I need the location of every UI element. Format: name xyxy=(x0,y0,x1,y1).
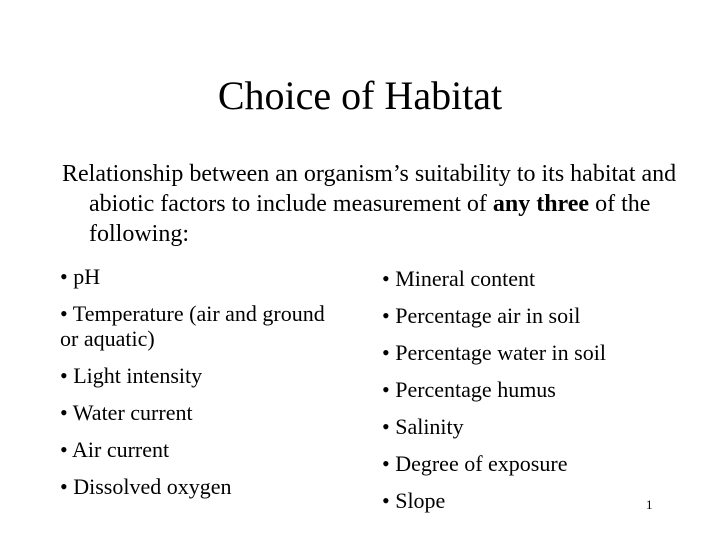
right-bullet-list xyxy=(382,266,702,525)
list-item-water-in-soil: • Percentage water in soil xyxy=(382,340,606,365)
left-bullet-list xyxy=(60,264,340,511)
slide-title: Choice of Habitat xyxy=(217,73,503,118)
list-item-air-in-soil: • Percentage air in soil xyxy=(382,303,581,328)
intro-text-start: Relationship between an organism’s suitability to its habitat and abiotic factors to include measurement of xyxy=(62,161,677,217)
list-item-water-current: • Water current xyxy=(60,400,193,425)
intro-emphasis: any three xyxy=(492,191,590,217)
list-item-salinity: • Salinity xyxy=(382,414,464,439)
list-item-humus: • Percentage humus xyxy=(382,377,556,402)
list-item-mineral-content: • Mineral content xyxy=(382,266,536,291)
list-item-air-current: • Air current xyxy=(60,437,170,462)
list-item-ph: • pH xyxy=(60,264,101,289)
list-item-slope: • Slope xyxy=(382,488,446,513)
intro-text-end: of the following: xyxy=(89,191,651,247)
intro-paragraph xyxy=(62,159,709,249)
list-item-temperature: • Temperature (air and ground or aquatic) xyxy=(60,301,325,351)
list-item-light-intensity: • Light intensity xyxy=(60,363,203,388)
page-number: 1 xyxy=(646,497,653,512)
list-item-exposure: • Degree of exposure xyxy=(382,451,568,476)
list-item-dissolved-oxygen: • Dissolved oxygen xyxy=(60,474,232,499)
